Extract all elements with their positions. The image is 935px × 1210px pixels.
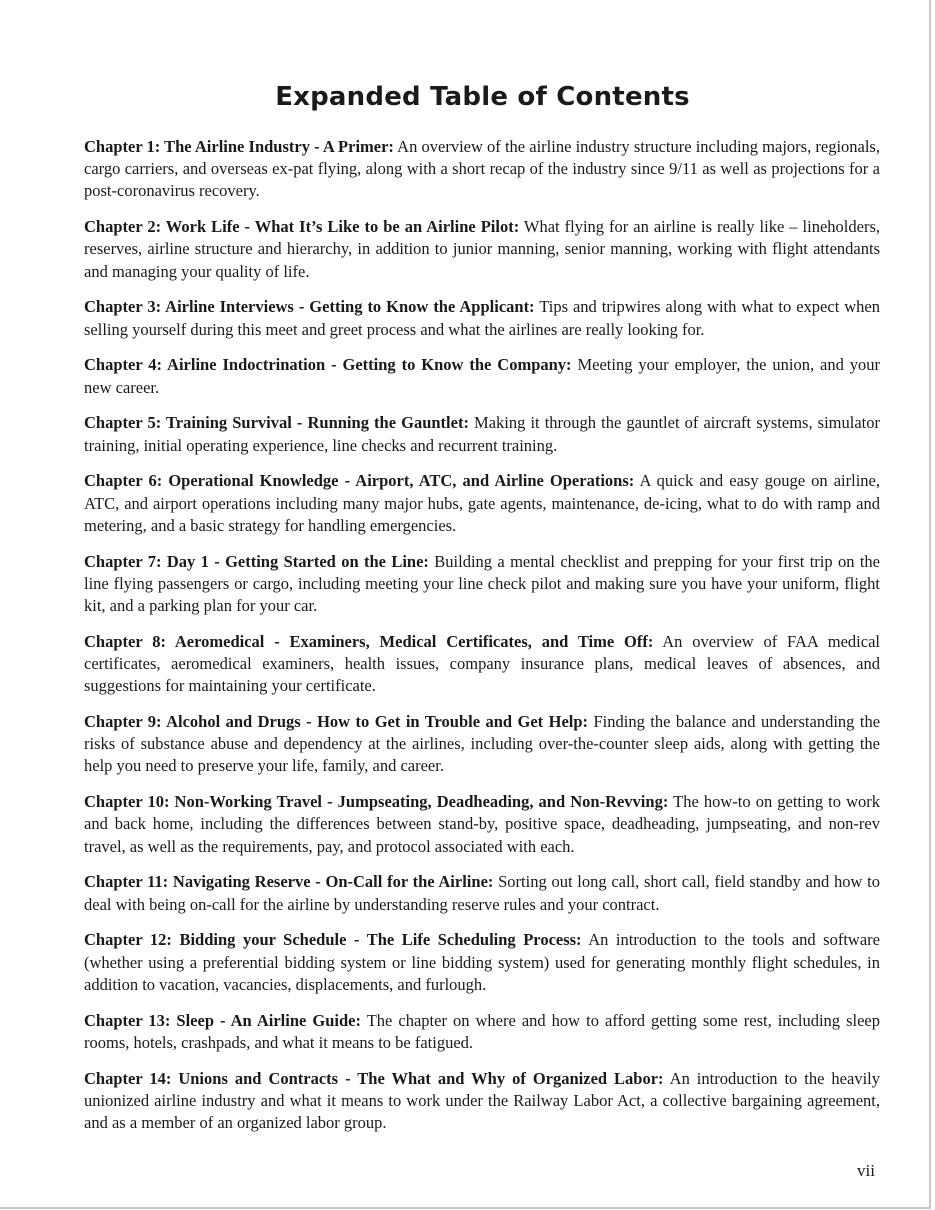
toc-entry-3 (84, 296, 880, 340)
chapter-heading: Chapter 7: Day 1 - Getting Started on the Line: (84, 551, 429, 571)
chapter-heading: Chapter 5: Training Survival - Running the Gauntlet: (84, 413, 469, 433)
chapter-heading: Chapter 2: Work Life - What It’s Like to be an Airline Pilot: (84, 217, 520, 237)
toc-entry-5 (84, 412, 880, 456)
chapter-heading: Chapter 13: Sleep - An Airline Guide: (84, 1010, 361, 1030)
chapter-heading: Chapter 8: Aeromedical - Examiners, Medical Certificates, and Time Off: (84, 631, 654, 651)
chapter-description: Meeting your employer, the union, and your new career. (84, 355, 880, 397)
chapter-heading: Chapter 11: Navigating Reserve - On-Call for the Airline: (84, 872, 494, 892)
chapter-heading: Chapter 4: Airline Indoctrination - Getting to Know the Company: (84, 355, 572, 375)
page-title: Expanded Table of Contents (275, 82, 690, 112)
chapter-description: An introduction to the tools and software (whether using a preferential bidding system or line bidding system) used for generating monthly flight schedules, in addition to vacation, vacancies, displacements, and furlough. (84, 930, 880, 994)
chapter-heading: Chapter 12: Bidding your Schedule - The Life Scheduling Process: (84, 930, 582, 950)
chapter-description: Sorting out long call, short call, field standby and how to deal with being on-call for the airline by understanding reserve rules and your contract. (84, 872, 880, 914)
chapter-heading: Chapter 14: Unions and Contracts - The What and Why of Organized Labor: (84, 1068, 664, 1088)
toc-entry-6 (84, 470, 880, 537)
toc-entry-11 (84, 871, 880, 915)
toc-entry-4 (84, 354, 880, 398)
chapter-description: An overview of FAA medical certificates, aeromedical examiners, health issues, company insurance plans, medical leaves of absences, and suggestions for maintaining your certificate. (84, 631, 880, 696)
table-of-contents (84, 136, 880, 1148)
chapter-heading: Chapter 9: Alcohol and Drugs - How to Get in Trouble and Get Help: (84, 712, 589, 732)
toc-entry-1 (84, 136, 880, 203)
chapter-heading: Chapter 6: Operational Knowledge - Airport, ATC, and Airline Operations: (84, 471, 635, 491)
chapter-description: Making it through the gauntlet of aircraft systems, simulator training, initial operating experience, line checks and recurrent training. (84, 413, 880, 455)
chapter-heading: Chapter 3: Airline Interviews - Getting to Know the Applicant: (84, 297, 535, 317)
toc-entry-10 (84, 791, 880, 858)
toc-entry-13 (84, 1010, 880, 1054)
chapter-description: A quick and easy gouge on airline, ATC, and airport operations including many major hubs, gate agents, maintenance, de-icing, what to do with ramp and metering, and a basic strategy for handling emergencies. (84, 471, 880, 535)
chapter-description: Building a mental checklist and prepping for your first trip on the line flying passengers or cargo, including meeting your line check pilot and making sure you have your uniform, flight kit, and a parking plan for your car. (84, 551, 881, 616)
chapter-heading: Chapter 1: The Airline Industry - A Primer: (84, 137, 394, 156)
toc-entry-14 (84, 1068, 880, 1135)
chapter-description: An introduction to the heavily unionized airline industry and what it means to work under the Railway Labor Act, a collective bargaining agreement, and as a member of an organized labor group. (84, 1068, 880, 1133)
toc-entry-2 (84, 216, 880, 283)
chapter-description: Tips and tripwires along with what to expect when selling yourself during this meet and greet process and what the airlines are really looking for. (84, 297, 880, 339)
page-number: vii (857, 1161, 875, 1180)
chapter-description: Finding the balance and understanding the risks of substance abuse and dependency at the airlines, including over-the-counter sleep aids, along with getting the help you need to preserve your life, family, and career. (84, 712, 881, 776)
toc-entry-12 (84, 929, 880, 996)
chapter-description: The chapter on where and how to afford getting some rest, including sleep rooms, hotels, crashpads, and what it means to be fatigued. (84, 1010, 880, 1052)
chapter-description: The how-to on getting to work and back home, including the differences between stand-by, positive space, deadheading, jumpseating, and non-rev travel, as well as the requirements, pay, and protocol associated with each. (84, 792, 881, 856)
toc-entry-8 (84, 631, 880, 698)
chapter-description: What flying for an airline is really like – lineholders, reserves, airline structure and hierarchy, in addition to junior manning, senior manning, working with flight attendants and managing your quality of life. (84, 217, 880, 281)
toc-entry-9 (84, 711, 880, 778)
chapter-description: An overview of the airline industry structure including majors, regionals, cargo carriers, and overseas ex-pat flying, along with a short recap of the industry since 9/11 as well as projections for a post-coronavirus recovery. (84, 137, 880, 201)
chapter-heading: Chapter 10: Non-Working Travel - Jumpseating, Deadheading, and Non-Revving: (84, 792, 669, 812)
toc-entry-7 (84, 551, 880, 618)
